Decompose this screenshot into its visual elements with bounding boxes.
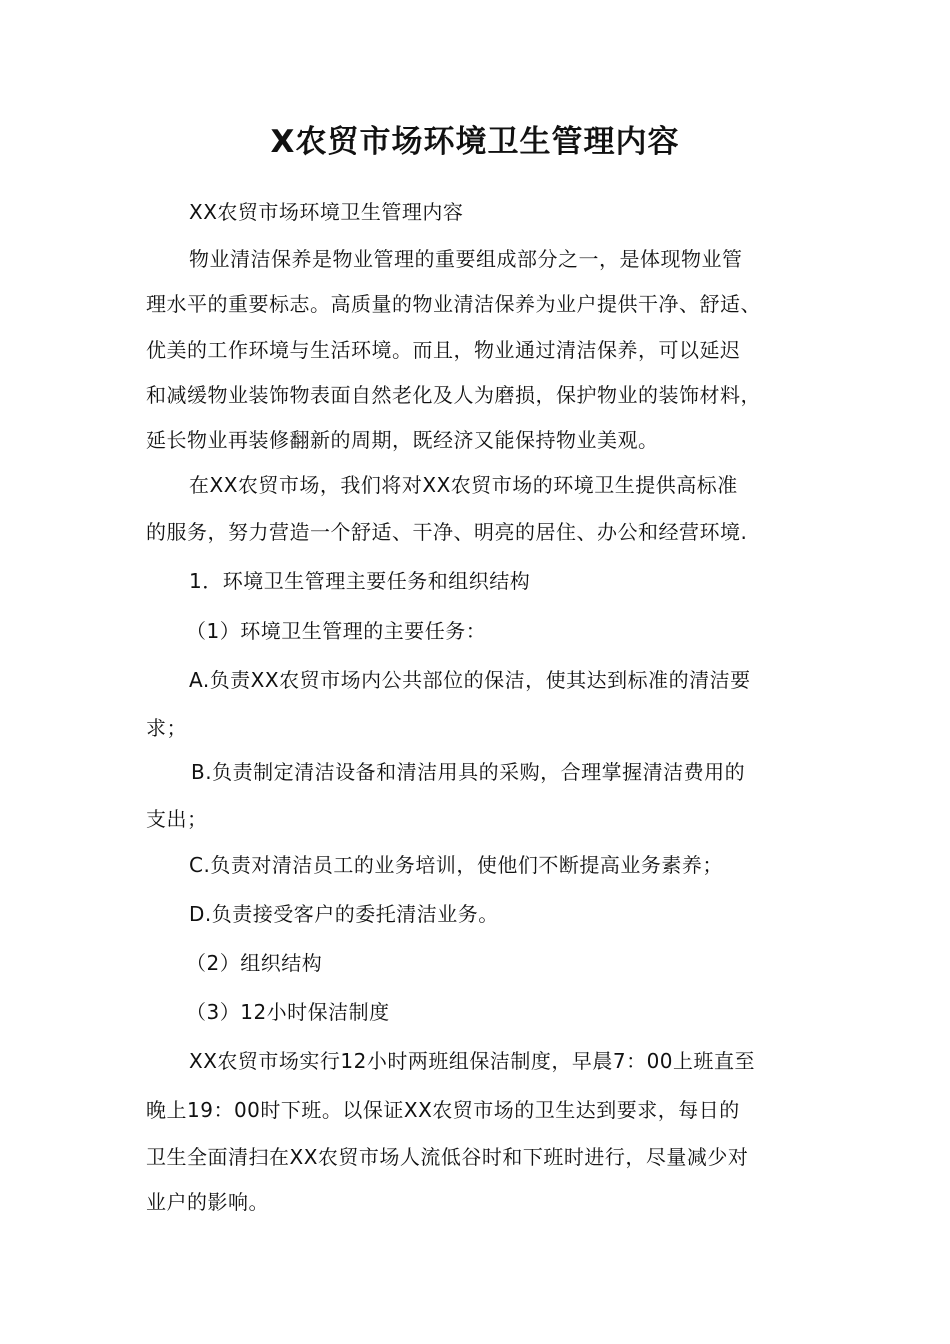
- task-c-line: C.负责对清洁员工的业务培训，使他们不断提高业务素养；: [189, 853, 723, 877]
- paragraph-2-line-1: 在XX农贸市场，我们将对XX农贸市场的环境卫生提供高标准: [189, 473, 738, 497]
- subsection-heading-1: （1）环境卫生管理的主要任务：: [186, 619, 487, 643]
- subtitle-line: XX农贸市场环境卫生管理内容: [189, 200, 464, 224]
- task-a-line-1: A.负责XX农贸市场内公共部位的保洁，使其达到标准的清洁要: [189, 668, 751, 692]
- subsection-heading-2: （2）组织结构: [186, 951, 323, 975]
- paragraph-1-line-1: 物业清洁保养是物业管理的重要组成部分之一，是体现物业管: [189, 247, 743, 271]
- section-heading-1: 1．环境卫生管理主要任务和组织结构: [189, 569, 531, 593]
- paragraph-1-line-2: 理水平的重要标志。高质量的物业清洁保养为业户提供干净、舒适、: [146, 292, 761, 316]
- subsection-heading-3: （3）12小时保洁制度: [186, 1000, 390, 1024]
- paragraph-3-line-3: 卫生全面清扫在XX农贸市场人流低谷时和下班时进行，尽量减少对: [146, 1145, 749, 1169]
- task-d-line: D.负责接受客户的委托清洁业务。: [189, 902, 499, 926]
- paragraph-3-line-4: 业户的影响。: [146, 1190, 269, 1214]
- paragraph-2-line-2: 的服务，努力营造一个舒适、干净、明亮的居住、办公和经营环境.: [146, 520, 748, 544]
- paragraph-1-line-4: 和减缓物业装饰物表面自然老化及人为磨损，保护物业的装饰材料，: [146, 383, 761, 407]
- paragraph-3-line-1: XX农贸市场实行12小时两班组保洁制度，早晨7：00上班直至: [189, 1049, 756, 1073]
- paragraph-1-line-3: 优美的工作环境与生活环境。而且，物业通过清洁保养，可以延迟: [146, 338, 741, 362]
- task-b-line-2: 支出；: [146, 807, 208, 831]
- task-b-line-1: B.负责制定清洁设备和清洁用具的采购，合理掌握清洁费用的: [191, 760, 746, 784]
- task-a-line-2: 求；: [146, 716, 187, 740]
- document-title: X农贸市场环境卫生管理内容: [270, 124, 680, 160]
- paragraph-1-line-5: 延长物业再装修翻新的周期，既经济又能保持物业美观。: [146, 428, 659, 452]
- paragraph-3-line-2: 晚上19：00时下班。以保证XX农贸市场的卫生达到要求，每日的: [146, 1098, 740, 1122]
